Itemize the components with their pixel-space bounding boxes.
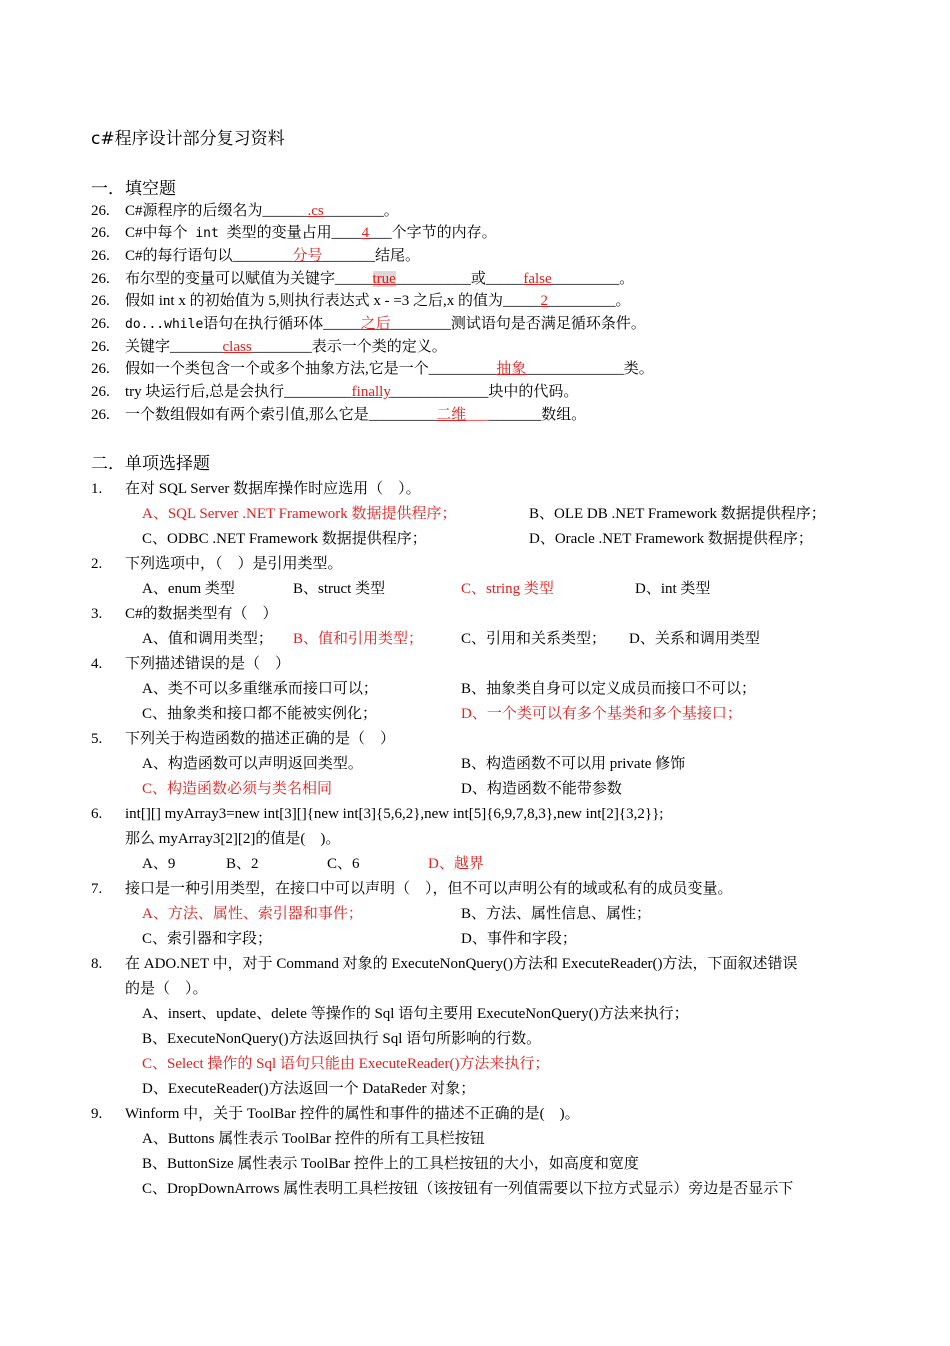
item-number: 26. xyxy=(91,407,110,423)
question-text: 接口是一种引用类型，在接口中可以声明（ ），但不可以声明公有的域或私有的成员变量。 xyxy=(125,881,733,897)
option-a: A、9 xyxy=(142,856,176,872)
question-text: 在 ADO.NET 中，对于 Command 对象的 ExecuteNonQuery()方法和 ExecuteReader()方法，下面叙述错误 xyxy=(125,956,798,972)
answer: 之后 xyxy=(360,316,391,332)
item-number: 26. xyxy=(91,271,110,287)
option-d: D、关系和调用类型 xyxy=(629,631,760,647)
question-number: 5. xyxy=(91,731,103,747)
fill-item: 26. C#的每行语句以________分号_______结尾。 xyxy=(91,245,420,267)
option-a: A、类不可以多重继承而接口可以； xyxy=(142,681,378,697)
answer: 分号 xyxy=(292,248,323,264)
option-a: A、SQL Server .NET Framework 数据提供程序； xyxy=(142,506,457,522)
answer: .cs xyxy=(307,203,324,219)
item-number: 26. xyxy=(91,225,110,241)
option-b: B、抽象类自身可以定义成员而接口不可以； xyxy=(461,681,757,697)
option-c: C、Select 操作的 Sql 语句只能由 ExecuteReader()方法来执行； xyxy=(142,1056,550,1072)
item-number: 26. xyxy=(91,293,110,309)
answer: true xyxy=(372,271,396,287)
option-b: B、2 xyxy=(226,856,259,872)
item-number: 26. xyxy=(91,248,110,264)
question-text: 下列选项中，（ ）是引用类型。 xyxy=(125,556,343,572)
fill-item: 26. C#中每个 int 类型的变量占用____4___个字节的内存。 xyxy=(91,222,497,244)
option-b: B、构造函数不可以用 private 修饰 xyxy=(461,756,686,772)
option-c: C、引用和关系类型； xyxy=(461,631,607,647)
question-text-continued: 的是（ ）。 xyxy=(125,981,208,997)
option-a: A、Buttons 属性表示 ToolBar 控件的所有工具栏按钮 xyxy=(142,1131,485,1147)
question-text: Winform 中，关于 ToolBar 控件的属性和事件的描述不正确的是( )。 xyxy=(125,1106,580,1122)
option-a: A、值和调用类型； xyxy=(142,631,273,647)
option-d: D、一个类可以有多个基类和多个基接口； xyxy=(461,706,742,722)
question-text: int[][] myArray3=new int[3][]{new int[3]{5,6,2},new int[5]{6,9,7,8,3},new int[2]{3,2}}; xyxy=(125,806,664,822)
option-b: B、值和引用类型； xyxy=(293,631,424,647)
question-number: 3. xyxy=(91,606,103,622)
question-text: C#的数据类型有（ ） xyxy=(125,606,278,622)
option-d: D、Oracle .NET Framework 数据提供程序； xyxy=(529,531,813,547)
question-text-continued: 那么 myArray3[2][2]的值是( )。 xyxy=(125,831,341,847)
answer: false xyxy=(523,271,552,287)
answer: 2 xyxy=(540,293,549,309)
option-d: D、越界 xyxy=(428,856,484,872)
option-b: B、方法、属性信息、属性； xyxy=(461,906,652,922)
question-number: 4. xyxy=(91,656,103,672)
option-d: D、ExecuteReader()方法返回一个 DataReder 对象； xyxy=(142,1081,476,1097)
item-number: 26. xyxy=(91,316,110,332)
item-number: 26. xyxy=(91,203,110,219)
option-a: A、enum 类型 xyxy=(142,581,235,597)
option-c: C、ODBC .NET Framework 数据提供程序； xyxy=(142,531,427,547)
fill-item: 26. 布尔型的变量可以赋值为关键字_____true__________或_____false_________。 xyxy=(91,268,634,290)
option-d: D、构造函数不能带参数 xyxy=(461,781,622,797)
question-text: 在对 SQL Server 数据库操作时应选用（ ）。 xyxy=(125,481,421,497)
question-text: 下列描述错误的是（ ） xyxy=(125,656,291,672)
fill-item: 26. try 块运行后,总是会执行_________finally_____________块中的代码。 xyxy=(91,381,578,403)
section-choice-heading: 二．单项选择题 xyxy=(91,454,210,474)
section-fill-in-heading: 一．填空题 xyxy=(91,179,176,199)
document-title: c#程序设计部分复习资料 xyxy=(91,129,285,149)
option-a: A、构造函数可以声明返回类型。 xyxy=(142,756,363,772)
fill-item: 26. C#源程序的后缀名为______.cs________。 xyxy=(91,200,399,222)
fill-item: 26. 假如 int x 的初始值为 5,则执行表达式 x - =3 之后,x 的值为_____2_________。 xyxy=(91,290,631,312)
option-b: B、OLE DB .NET Framework 数据提供程序； xyxy=(529,506,826,522)
question-number: 9. xyxy=(91,1106,103,1122)
fill-item: 26. do...while语句在执行循环体_____之后________测试语句是否满足循环条件。 xyxy=(91,313,646,335)
option-d: D、事件和字段； xyxy=(461,931,577,947)
option-c: C、6 xyxy=(327,856,360,872)
question-number: 8. xyxy=(91,956,103,972)
fill-item: 26. 关键字_______class________表示一个类的定义。 xyxy=(91,336,447,358)
option-d: D、int 类型 xyxy=(635,581,711,597)
answer: 抽象 xyxy=(496,361,527,377)
question-number: 6. xyxy=(91,806,103,822)
option-b: B、struct 类型 xyxy=(293,581,386,597)
item-number: 26. xyxy=(91,339,110,355)
option-b: B、ExecuteNonQuery()方法返回执行 Sql 语句所影响的行数。 xyxy=(142,1031,542,1047)
answer: 二维 xyxy=(436,407,467,423)
option-c: C、抽象类和接口都不能被实例化； xyxy=(142,706,378,722)
item-number: 26. xyxy=(91,361,110,377)
fill-item: 26. 假如一个类包含一个或多个抽象方法,它是一个_________抽象_____________类。 xyxy=(91,358,654,380)
question-number: 1. xyxy=(91,481,103,497)
option-c: C、构造函数必须与类名相同 xyxy=(142,781,333,797)
question-number: 7. xyxy=(91,881,103,897)
fill-item: 26. 一个数组假如有两个索引值,那么它是_________二维__________数组。 xyxy=(91,404,586,426)
item-number: 26. xyxy=(91,384,110,400)
answer: 4 xyxy=(361,225,370,241)
option-c: C、索引器和字段； xyxy=(142,931,273,947)
answer: finally xyxy=(351,384,391,400)
option-b: B、ButtonSize 属性表示 ToolBar 控件上的工具栏按钮的大小，如高度和宽度 xyxy=(142,1156,639,1172)
question-number: 2. xyxy=(91,556,103,572)
option-c: C、DropDownArrows 属性表明工具栏按钮（该按钮有一列值需要以下拉方式显示）旁边是否显示下 xyxy=(142,1181,794,1197)
option-a: A、方法、属性、索引器和事件； xyxy=(142,906,363,922)
option-a: A、insert、update、delete 等操作的 Sql 语句主要用 ExecuteNonQuery()方法来执行； xyxy=(142,1006,689,1022)
answer: class xyxy=(222,339,252,355)
question-text: 下列关于构造函数的描述正确的是（ ） xyxy=(125,731,396,747)
option-c: C、string 类型 xyxy=(461,581,554,597)
